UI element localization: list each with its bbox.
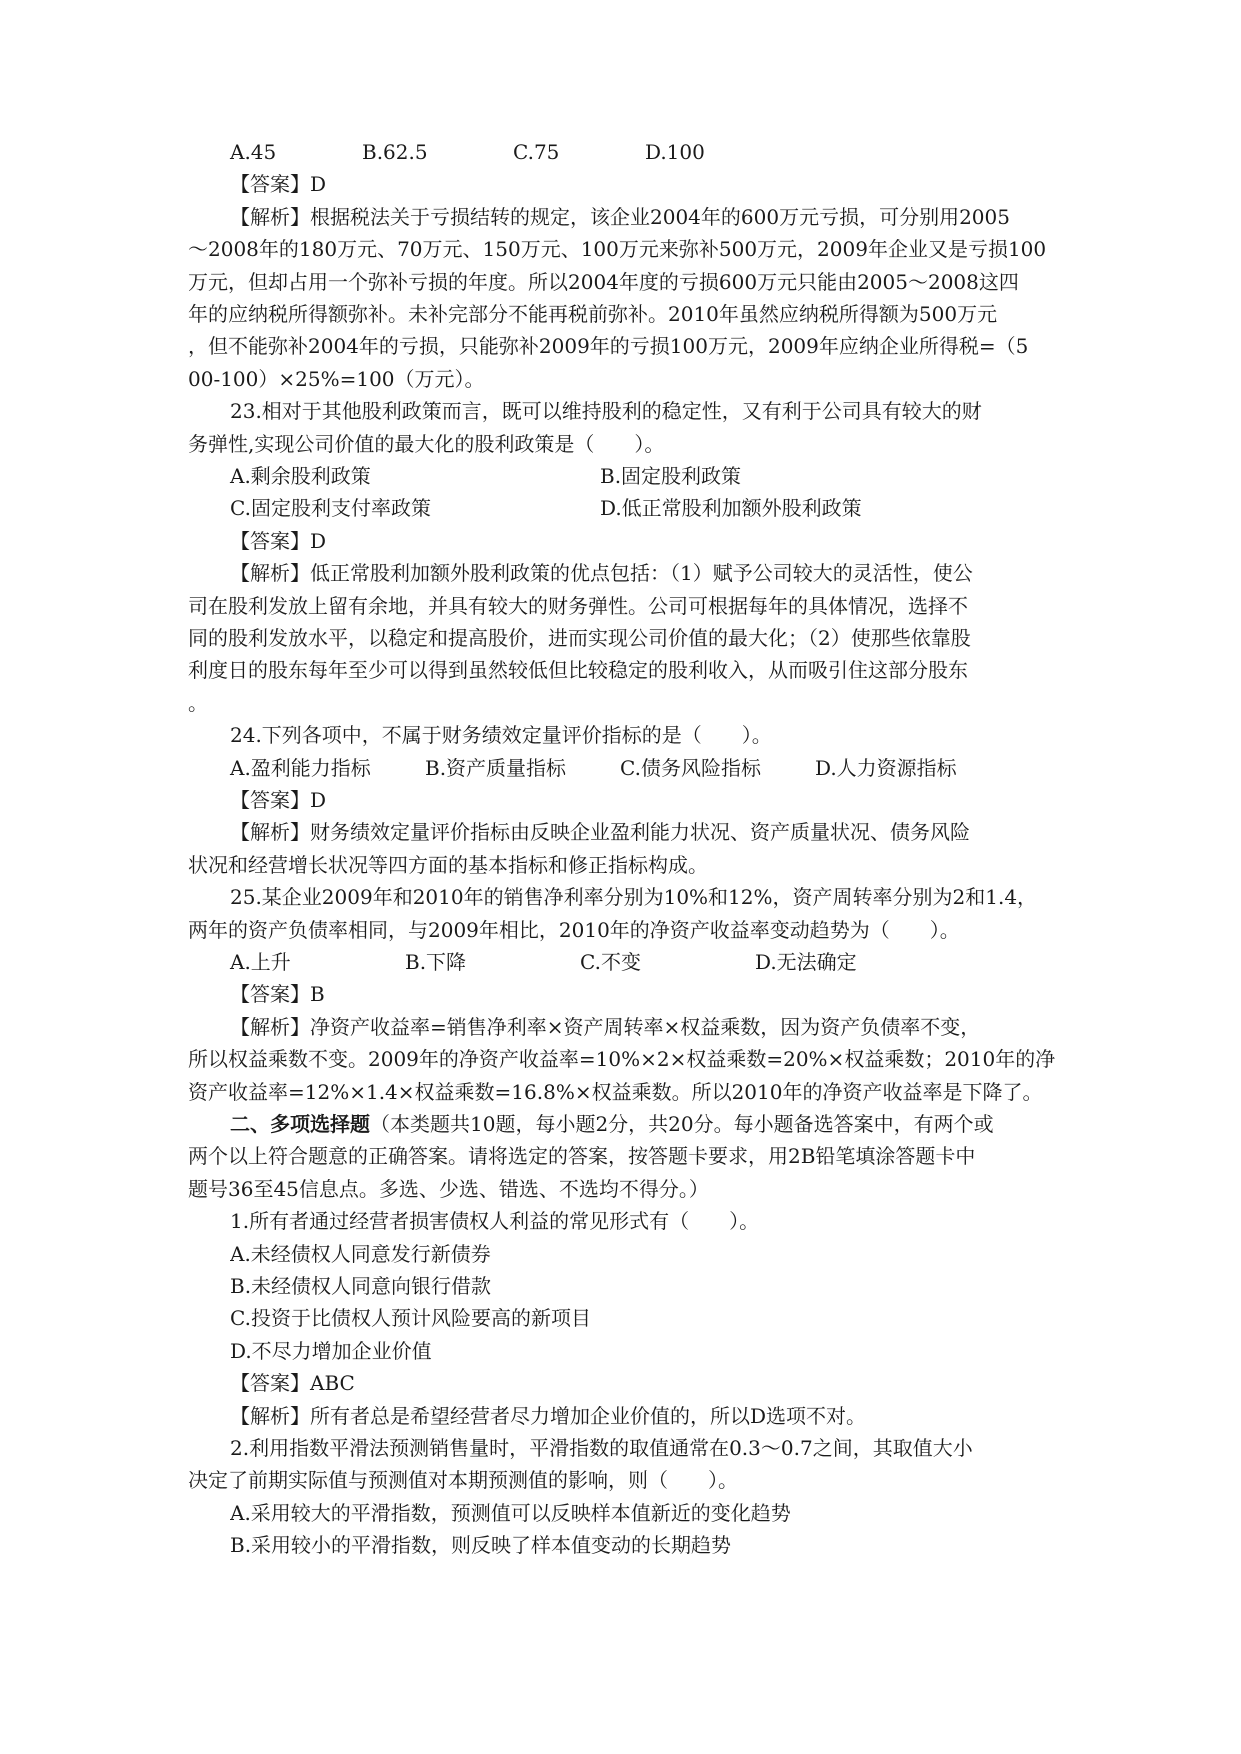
option-a: A.采用较大的平滑指数，预测值可以反映样本值新近的变化趋势 <box>230 1501 791 1525</box>
q25-analysis-line: 资产收益率=12%×1.4×权益乘数=16.8%×权益乘数。所以2010年的净资产收益率是下降了。 <box>188 1080 1043 1104</box>
section-intro-line: 题号36至45信息点。多选、少选、错选、不选均不得分。） <box>188 1177 709 1201</box>
m1-analysis: 【解析】所有者总是希望经营者尽力增加企业价值的，所以D选项不对。 <box>230 1404 867 1428</box>
q24-analysis-line: 【解析】财务绩效定量评价指标由反映企业盈利能力状况、资产质量状况、债务风险 <box>230 820 970 844</box>
option-b: B.62.5 <box>362 140 428 164</box>
q22-analysis-line: 【解析】根据税法关于亏损结转的规定，该企业2004年的600万元亏损，可分别用2005 <box>230 205 1010 229</box>
m1-answer: 【答案】ABC <box>230 1371 355 1395</box>
m1-stem: 1.所有者通过经营者损害债权人利益的常见形式有（ ）。 <box>230 1209 760 1233</box>
option-d: D.100 <box>645 140 705 164</box>
option-b: B.固定股利政策 <box>600 464 742 488</box>
q23-answer: 【答案】D <box>230 529 327 553</box>
option-c: C.75 <box>513 140 560 164</box>
option-b: B.下降 <box>405 950 467 974</box>
q22-analysis-line: 万元，但却占用一个弥补亏损的年度。所以2004年度的亏损600万元只能由2005～2008这四 <box>188 270 1019 294</box>
q23-analysis-line: 司在股利发放上留有余地，并具有较大的财务弹性。公司可根据每年的具体情况，选择不 <box>188 594 968 618</box>
section-intro-line: 两个以上符合题意的正确答案。请将选定的答案，按答题卡要求，用2B铅笔填涂答题卡中 <box>188 1144 976 1168</box>
q23-analysis-line: 利度日的股东每年至少可以得到虽然较低但比较稳定的股利收入，从而吸引住这部分股东 <box>188 658 968 682</box>
option-d: D.人力资源指标 <box>815 756 957 780</box>
q22-analysis-line: 年的应纳税所得额弥补。未补完部分不能再税前弥补。2010年虽然应纳税所得额为500万元 <box>188 302 998 326</box>
q22-answer: 【答案】D <box>230 172 327 196</box>
q23-analysis-line: 【解析】低正常股利加额外股利政策的优点包括：（1）赋予公司较大的灵活性，使公 <box>230 561 973 585</box>
option-b: B.采用较小的平滑指数，则反映了样本值变动的长期趋势 <box>230 1533 732 1557</box>
option-c: C.债务风险指标 <box>620 756 761 780</box>
q23-analysis-line: 。 <box>188 691 208 715</box>
option-a: A.未经债权人同意发行新债券 <box>230 1242 491 1266</box>
option-a: A.剩余股利政策 <box>230 464 371 488</box>
option-b: B.资产质量指标 <box>425 756 567 780</box>
q23-stem: 23.相对于其他股利政策而言，既可以维持股利的稳定性，又有利于公司具有较大的财 <box>230 399 982 423</box>
m2-stem: 决定了前期实际值与预测值对本期预测值的影响，则（ ）。 <box>188 1468 738 1492</box>
option-c: C.固定股利支付率政策 <box>230 496 431 520</box>
q22-analysis-line: ～2008年的180万元、70万元、150万元、100万元来弥补500万元，2009年企业又是亏损100 <box>188 237 1047 261</box>
option-a: A.上升 <box>230 950 291 974</box>
option-c: C.不变 <box>580 950 641 974</box>
q24-analysis-line: 状况和经营增长状况等四方面的基本指标和修正指标构成。 <box>188 853 708 877</box>
q25-stem: 25.某企业2009年和2010年的销售净利率分别为10%和12%，资产周转率分别为2和1.4， <box>230 885 1038 909</box>
option-d: D.无法确定 <box>755 950 857 974</box>
q23-stem: 务弹性,实现公司价值的最大化的股利政策是（ ）。 <box>188 432 665 456</box>
q22-analysis-line: 00-100）×25%=100（万元）。 <box>188 367 485 391</box>
m2-stem: 2.利用指数平滑法预测销售量时，平滑指数的取值通常在0.3～0.7之间，其取值大小 <box>230 1436 973 1460</box>
q25-answer: 【答案】B <box>230 982 325 1006</box>
q24-answer: 【答案】D <box>230 788 327 812</box>
option-a: A.45 <box>230 140 277 164</box>
option-a: A.盈利能力指标 <box>230 756 371 780</box>
section-intro-text: （本类题共10题，每小题2分，共20分。每小题备选答案中，有两个或 <box>370 1112 994 1136</box>
option-b: B.未经债权人同意向银行借款 <box>230 1274 492 1298</box>
section-heading: 二、多项选择题 <box>230 1112 370 1136</box>
q25-analysis-line: 所以权益乘数不变。2009年的净资产收益率=10%×2×权益乘数=20%×权益乘数；2010年的净 <box>188 1047 1056 1071</box>
q25-analysis-line: 【解析】净资产收益率=销售净利率×资产周转率×权益乘数，因为资产负债率不变， <box>230 1015 981 1039</box>
q25-stem: 两年的资产负债率相同，与2009年相比，2010年的净资产收益率变动趋势为（ ）。 <box>188 918 960 942</box>
section-intro <box>230 1108 1110 1140</box>
option-d: D.不尽力增加企业价值 <box>230 1339 432 1363</box>
option-d: D.低正常股利加额外股利政策 <box>600 496 862 520</box>
q22-analysis-line: ，但不能弥补2004年的亏损，只能弥补2009年的亏损100万元，2009年应纳企业所得税=（5 <box>188 334 1029 358</box>
option-c: C.投资于比债权人预计风险要高的新项目 <box>230 1306 591 1330</box>
q24-stem: 24.下列各项中，不属于财务绩效定量评价指标的是（ ）。 <box>230 723 772 747</box>
q23-analysis-line: 同的股利发放水平，以稳定和提高股价，进而实现公司价值的最大化；（2）使那些依靠股 <box>188 626 971 650</box>
